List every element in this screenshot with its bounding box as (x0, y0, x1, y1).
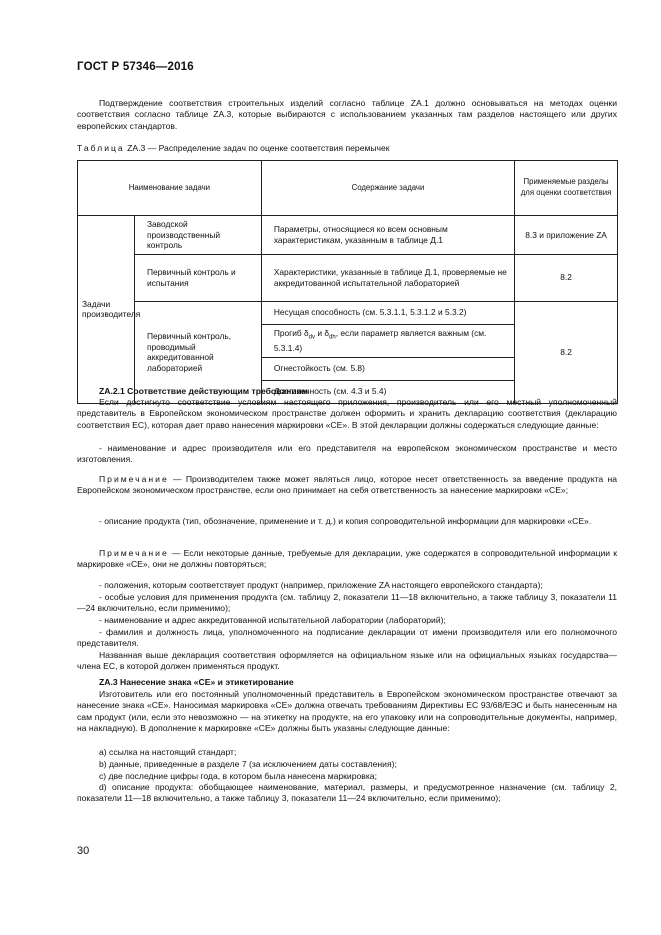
header-task-name: Наименование задачи (78, 161, 262, 216)
za21-paragraph-1: Если достигнуто соответствие условиям настоящего приложения, производитель или его местный уполномоченный представитель в Европейском экономическом пространстве должен оформить и хранить декларацию соответствия (декларацию соответствия ЕС), которая дает право нанесения маркировки «CE». В этой декларации должны содержаться следующие данные: (77, 397, 617, 430)
sections-accredited-lab: 8.2 (515, 301, 618, 403)
header-task-content: Содержание задачи (261, 161, 514, 216)
za21-paragraph-7: - фамилия и должность лица, уполномоченного на подписание декларации от имени производителя или его полномочного представителя. (77, 627, 617, 649)
document-header: ГОСТ Р 57346—2016 (77, 61, 194, 73)
za21-paragraph-2: - наименование и адрес производителя или его представителя на европейском экономическом пространстве и место изготовления. (77, 443, 617, 465)
za3-item-b: b) данные, приведенные в разделе 7 (за исключением даты составления); (99, 759, 397, 769)
za21-paragraph-6: - наименование и адрес аккредитованной испытательной лаборатории (лабораторий); (99, 615, 446, 625)
section-za3-heading: ZA.3 Нанесение знака «CE» и этикетирование (99, 677, 294, 687)
za3-item-d: d) описание продукта: обобщающее наименование, материал, размеры, и предусмотренное назначение (см. таблицу 2, показатели 11—18 включительно, а также таблицу 3, показатели 11—24 включительно, если применимо); (77, 782, 617, 804)
page-number: 30 (77, 845, 90, 857)
item-deflection: Прогиб $\delta_{dv}$ и $\delta_{dh}$, если параметр является важным (см. 5.3.1.4) (261, 324, 514, 357)
group-label: Задачи производителя (78, 216, 135, 404)
task-accredited-lab: Первичный контроль, проводимый аккредитованной лабораторией (134, 301, 261, 403)
za3-item-c: c) две последние цифры года, в котором была нанесена маркировка; (99, 771, 377, 781)
assessment-table (77, 160, 618, 404)
za3-item-a: а) ссылка на настоящий стандарт; (99, 747, 237, 757)
za21-paragraph-3: - описание продукта (тип, обозначение, применение и т. д.) и копия сопроводительной информации для маркировки «CE». (99, 516, 592, 526)
table-caption-text: ZA.3 — Распределение задач по оценке соответствия перемычек (127, 143, 390, 153)
item-load-capacity: Несущая способность (см. 5.3.1.1, 5.3.1.2 и 5.3.2) (261, 301, 514, 324)
table-caption (77, 143, 390, 153)
task-factory-control: Заводской производственный контроль (134, 216, 261, 255)
intro-paragraph: Подтверждение соответствия строительных изделий согласно таблице ZA.1 должно основываться на методах оценки соответствия согласно таблице ZA.3, которые выбираются с использованием указанных там разделов настоящего или других европейских стандартов. (77, 98, 617, 131)
za21-note-2: Примечание — Если некоторые данные, требуемые для декларации, уже содержатся в сопроводительной информации к маркировке «CE», они не должны повторяться; (77, 548, 617, 570)
za21-paragraph-5: - особые условия для применения продукта (см. таблицу 2, показатели 11—18 включительно, а также таблицу 3, показатели 11—24 включительно, если применимо); (77, 592, 617, 614)
section-za21-heading: ZA.2.1 Соответствие действующим требованиям (99, 386, 308, 396)
item-fire-resistance: Огнестойкость (см. 5.8) (261, 357, 514, 380)
sections-factory-control: 8.3 и приложение ZA (515, 216, 618, 255)
item-durability: Долговечность (см. 4.3 и 5.4) (261, 380, 514, 403)
content-initial-testing: Характеристики, указанные в таблице Д.1, проверяемые не аккредитованной испытательной лабораторией (261, 254, 514, 301)
task-initial-testing: Первичный контроль и испытания (134, 254, 261, 301)
za21-note-1: Примечание — Производителем также может являться лицо, которое несет ответственность за введение продукта на Европейском экономическом пространстве, если оно принимает на себя ответственность за нанесение маркировки «CE»; (77, 474, 617, 496)
content-factory-control: Параметры, относящиеся ко всем основным характеристикам, указанным в таблице Д.1 (261, 216, 514, 255)
za3-paragraph-1: Изготовитель или его постоянный уполномоченный представитель в Европейском экономическом пространстве отвечают за нанесение знака «CE». Наносимая маркировка «CE» должна отвечать требованиям Директивы ЕС 93/68/ЕЭС и быть нанесенным на сам продукт (или, если это невозможно — на этикетку на продукте, на его упаковку или на сопроводительные документы, например, на накладную). В дополнение к маркировке «CE» должны быть указаны следующие данные: (77, 689, 617, 734)
za21-paragraph-8: Названная выше декларация соответствия оформляется на официальном языке или на официальных языках государства—члена ЕС, в которой должен применяться продукт. (77, 650, 617, 672)
sections-initial-testing: 8.2 (515, 254, 618, 301)
table-caption-label: Таблица (77, 143, 125, 153)
header-sections: Применяемые разделы для оценки соответствия (515, 161, 618, 216)
za21-paragraph-4: - положения, которым соответствует продукт (например, приложение ZA настоящего европейского стандарта); (99, 580, 543, 590)
